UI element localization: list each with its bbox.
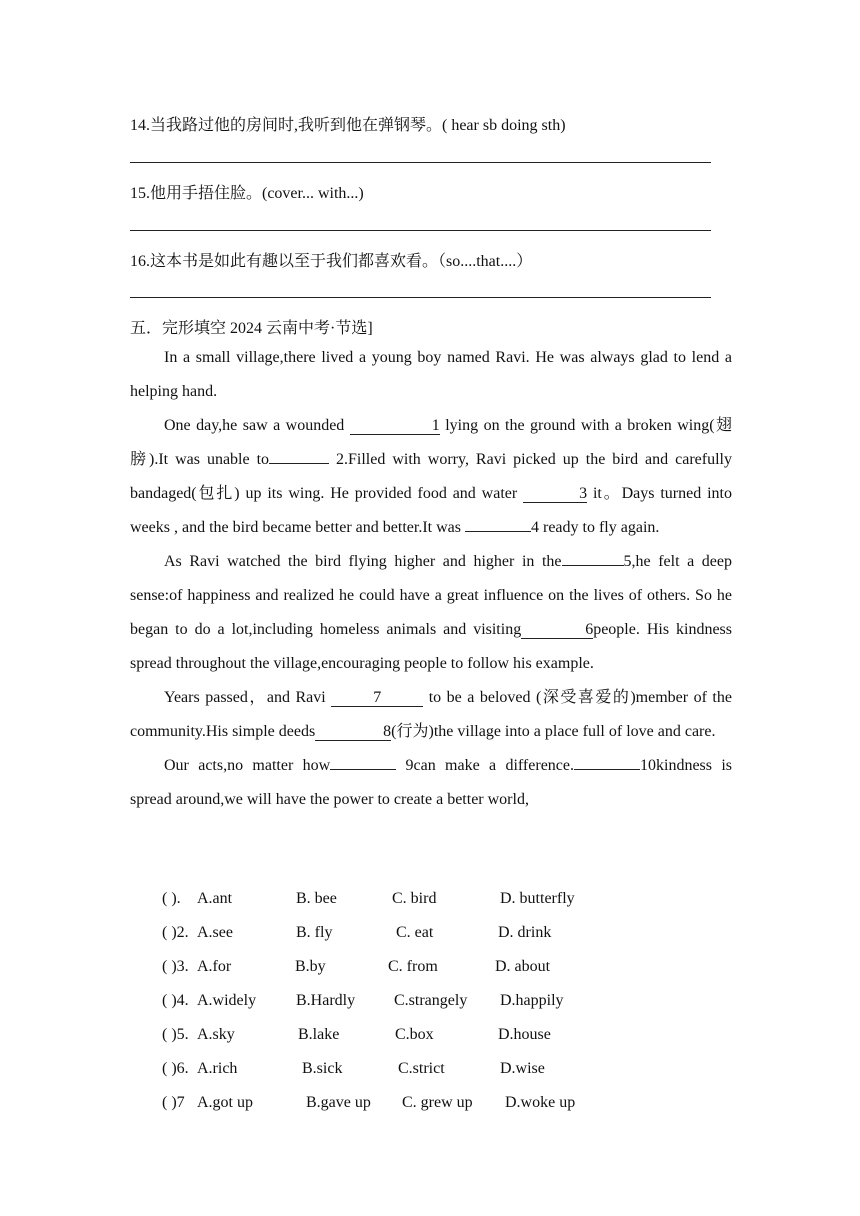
option-b[interactable]: B.gave up	[306, 1094, 371, 1111]
blank-3[interactable]: 3	[523, 486, 587, 503]
answer-bracket[interactable]: ( )7	[162, 1094, 185, 1111]
translation-question-15	[130, 180, 364, 203]
blank-9[interactable]	[330, 769, 396, 770]
option-d[interactable]: D. drink	[498, 924, 552, 941]
option-a[interactable]: A.rich	[197, 1060, 238, 1077]
answer-line-14	[130, 162, 711, 163]
question-text: 这本书是如此有趣以至于我们都喜欢看。（so....that....）	[150, 253, 533, 270]
translation-question-14	[130, 112, 566, 135]
option-c[interactable]: C. eat	[396, 924, 434, 941]
answer-line-16	[130, 297, 711, 298]
option-b[interactable]: B.by	[295, 958, 326, 975]
option-a[interactable]: A.got up	[197, 1094, 253, 1111]
option-d[interactable]: D. butterfly	[500, 890, 575, 907]
option-a[interactable]: A.see	[197, 924, 233, 941]
option-a[interactable]: A.widely	[197, 992, 257, 1009]
option-b[interactable]: B.sick	[302, 1060, 343, 1077]
question-number: 14.	[130, 117, 150, 134]
translation-question-16	[130, 248, 532, 271]
option-c[interactable]: C.strangely	[394, 992, 468, 1009]
blank-4[interactable]	[465, 531, 531, 532]
blank-10[interactable]	[574, 769, 640, 770]
option-a[interactable]: A.for	[197, 958, 232, 975]
passage-paragraph-1: In a small village,there lived a young boy named Ravi. He was always glad to lend a helping hand.	[130, 349, 732, 400]
answer-bracket[interactable]: ( ).	[162, 890, 181, 907]
blank-8[interactable]: 8	[315, 724, 391, 741]
option-b[interactable]: B. bee	[296, 890, 337, 907]
question-number: 15.	[130, 185, 150, 202]
option-c[interactable]: C. from	[388, 958, 438, 975]
option-a[interactable]: A.sky	[197, 1026, 235, 1043]
passage-paragraph-4: Years passed，and Ravi 7 to be a beloved (深受喜爱的)member of the community.His simple deeds 8(行为)the village into a place full of love and care.	[130, 689, 732, 740]
question-text: 当我路过他的房间时,我听到他在弹钢琴。( hear sb doing sth)	[150, 117, 566, 134]
answer-bracket[interactable]: ( )5.	[162, 1026, 189, 1043]
answer-bracket[interactable]: ( )6.	[162, 1060, 189, 1077]
option-b[interactable]: B.Hardly	[296, 992, 356, 1009]
option-d[interactable]: D.woke up	[505, 1094, 576, 1111]
blank-7[interactable]: 7	[331, 690, 423, 707]
blank-1[interactable]: 1	[350, 418, 440, 435]
question-text: 他用手捂住脸。(cover... with...)	[150, 185, 364, 202]
option-d[interactable]: D.house	[498, 1026, 551, 1043]
passage-paragraph-5: Our acts,no matter how 9can make a difference. 10kindness is spread around,we will have the power to create a better world,	[130, 757, 733, 808]
option-d[interactable]: D. about	[495, 958, 551, 975]
blank-2[interactable]	[269, 463, 329, 464]
passage-paragraph-3: As Ravi watched the bird flying higher and higher in the 5,he felt a deep sense:of happiness and realized he could have a great influence on the lives of others. So he began to do a lot,including homeless animals and visiting 6people. His kindness spread throughout the village,encouraging people to follow his example.	[130, 553, 733, 672]
blank-6[interactable]: 6	[521, 622, 593, 639]
blank-5[interactable]	[562, 565, 624, 566]
option-c[interactable]: C.box	[395, 1026, 434, 1043]
option-d[interactable]: D.wise	[500, 1060, 545, 1077]
option-c[interactable]: C.strict	[398, 1060, 445, 1077]
question-number: 16.	[130, 253, 150, 270]
option-d[interactable]: D.happily	[500, 992, 564, 1009]
option-c[interactable]: C. bird	[392, 890, 437, 907]
option-b[interactable]: B. fly	[296, 924, 333, 941]
answer-bracket[interactable]: ( )4.	[162, 992, 189, 1009]
option-c[interactable]: C. grew up	[402, 1094, 473, 1111]
answer-bracket[interactable]: ( )3.	[162, 958, 189, 975]
cloze-passage	[130, 341, 732, 817]
option-b[interactable]: B.lake	[298, 1026, 340, 1043]
answer-line-15	[130, 230, 711, 231]
option-a[interactable]: A.ant	[197, 890, 233, 907]
answer-bracket[interactable]: ( )2.	[162, 924, 189, 941]
section-title: 五．完形填空 2024 云南中考·节选]	[130, 320, 373, 337]
passage-paragraph-2: One day,he saw a wounded 1 lying on the ground with a broken wing(翅膀).It was unable to 2.Filled with worry, Ravi picked up the bird and carefully bandaged(包扎) up its wing. He provided food and water 3 it。Days turned into weeks , and the bird became better and better.It was 4 ready to fly again.	[130, 417, 732, 536]
